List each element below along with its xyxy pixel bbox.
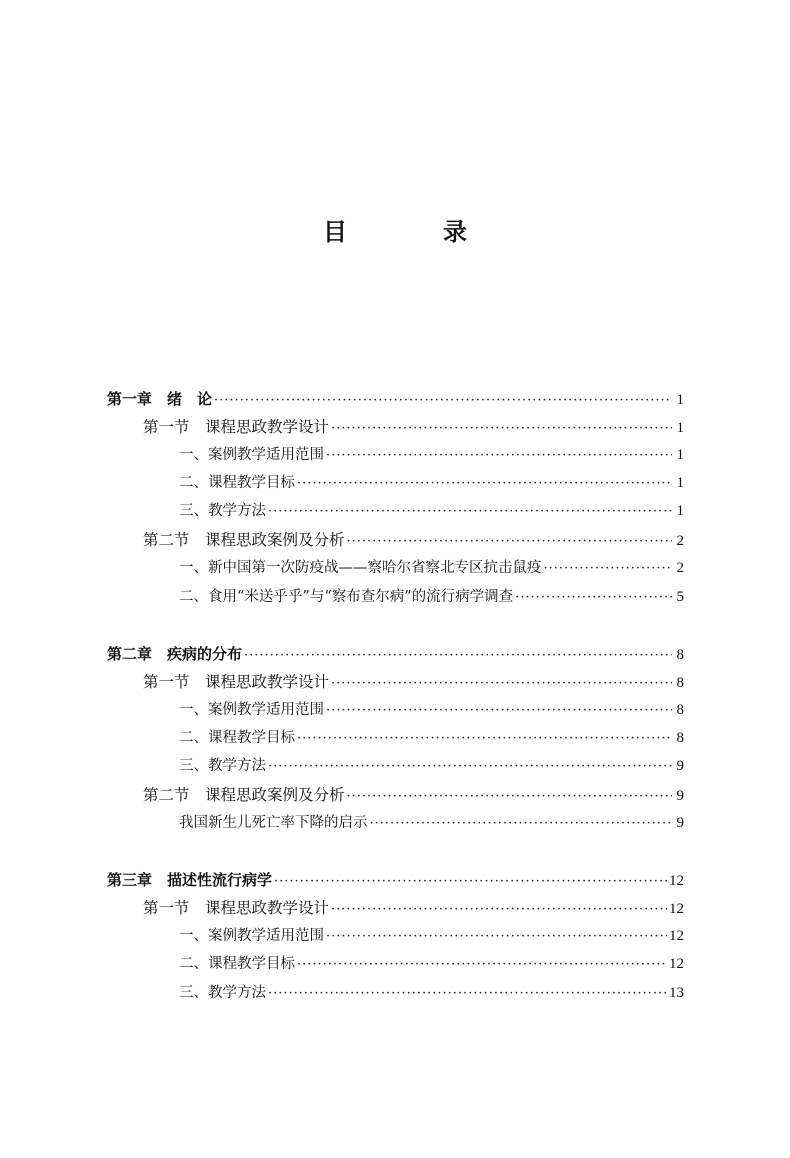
toc-item[interactable] — [179, 500, 684, 522]
toc-item[interactable] — [179, 586, 684, 608]
toc-item[interactable] — [179, 812, 684, 834]
leader-dots — [326, 445, 672, 467]
toc-entry-label: 二、课程教学目标 — [179, 475, 295, 491]
toc-item[interactable] — [179, 982, 684, 1004]
toc-chapter-2[interactable] — [107, 643, 684, 665]
toc-section[interactable] — [143, 784, 684, 806]
toc-entry-label: 我国新生儿死亡率下降的启示 — [179, 815, 368, 831]
toc-item[interactable] — [179, 557, 684, 579]
leader-dots — [274, 871, 667, 893]
toc-entry-label: 三、教学方法 — [179, 985, 266, 1001]
toc-entry-label: 第二章 疾病的分布 — [107, 645, 243, 663]
toc-section[interactable] — [143, 897, 684, 919]
toc-page-number: 1 — [676, 447, 684, 463]
toc-page-number: 8 — [676, 675, 684, 691]
leader-dots — [331, 899, 667, 921]
toc-entry-label: 二、课程教学目标 — [179, 730, 295, 746]
leader-dots — [347, 786, 672, 808]
toc-page-number: 8 — [676, 702, 684, 718]
leader-dots — [515, 587, 672, 609]
toc-chapter-3[interactable] — [107, 869, 684, 891]
leader-dots — [268, 501, 672, 523]
toc-item[interactable] — [179, 755, 684, 777]
leader-dots — [331, 673, 672, 695]
leader-dots — [326, 926, 667, 948]
toc-entry-label: 第二节 课程思政案例及分析 — [143, 531, 345, 549]
toc-page-number: 2 — [676, 533, 684, 549]
toc-page-number: 1 — [676, 475, 684, 491]
toc-entry-label: 二、食用“米送乎乎”与“察布查尔病”的流行病学调查 — [179, 589, 514, 605]
toc-entry-label: 第二节 课程思政案例及分析 — [143, 786, 345, 804]
leader-dots — [297, 473, 672, 495]
toc-page-number: 12 — [669, 956, 684, 972]
page-title: 目 录 — [323, 218, 503, 246]
toc-entry-label: 第一节 课程思政教学设计 — [143, 673, 330, 691]
toc-item[interactable] — [179, 727, 684, 749]
toc-item[interactable] — [179, 925, 684, 947]
toc-item[interactable] — [179, 444, 684, 466]
toc-entry-label: 第一章 绪 论 — [107, 390, 213, 408]
toc-page-number: 13 — [669, 985, 684, 1001]
toc-chapter-1[interactable] — [107, 388, 684, 410]
toc-item[interactable] — [179, 699, 684, 721]
toc-entry-label: 一、新中国第一次防疫战——察哈尔省察北专区抗击鼠疫 — [179, 560, 542, 576]
toc-page-number: 12 — [669, 928, 684, 944]
toc-entry-label: 一、案例教学适用范围 — [179, 702, 324, 718]
leader-dots — [331, 418, 672, 440]
toc-page-number: 2 — [676, 560, 684, 576]
toc-section[interactable] — [143, 671, 684, 693]
toc-page-number: 9 — [676, 788, 684, 804]
leader-dots — [370, 813, 673, 835]
leader-dots — [268, 983, 667, 1005]
toc-entry-label: 三、教学方法 — [179, 758, 266, 774]
leader-dots — [297, 728, 672, 750]
toc-section[interactable] — [143, 529, 684, 551]
toc-item[interactable] — [179, 472, 684, 494]
toc-entry-label: 第一节 课程思政教学设计 — [143, 418, 330, 436]
toc-entry-label: 第一节 课程思政教学设计 — [143, 899, 330, 917]
toc-page-number: 12 — [669, 873, 684, 889]
leader-dots — [244, 645, 672, 667]
toc-page-number: 5 — [676, 589, 684, 605]
leader-dots — [214, 390, 672, 412]
toc-entry-label: 一、案例教学适用范围 — [179, 447, 324, 463]
toc-entry-label: 一、案例教学适用范围 — [179, 928, 324, 944]
leader-dots — [268, 756, 672, 778]
toc-page-number: 1 — [676, 420, 684, 436]
leader-dots — [297, 954, 667, 976]
toc-item[interactable] — [179, 953, 684, 975]
toc-page-number: 8 — [676, 730, 684, 746]
toc-entry-label: 第三章 描述性流行病学 — [107, 871, 273, 889]
leader-dots — [326, 700, 672, 722]
leader-dots — [347, 531, 672, 553]
toc-page-number: 1 — [676, 392, 684, 408]
toc-section[interactable] — [143, 416, 684, 438]
toc-page-number: 12 — [669, 901, 684, 917]
toc-page-number: 8 — [676, 647, 684, 663]
toc-entry-label: 三、教学方法 — [179, 503, 266, 519]
toc-page-number: 9 — [676, 815, 684, 831]
toc-page-number: 1 — [676, 503, 684, 519]
leader-dots — [544, 558, 673, 580]
toc-page-number: 9 — [676, 758, 684, 774]
toc-entry-label: 二、课程教学目标 — [179, 956, 295, 972]
